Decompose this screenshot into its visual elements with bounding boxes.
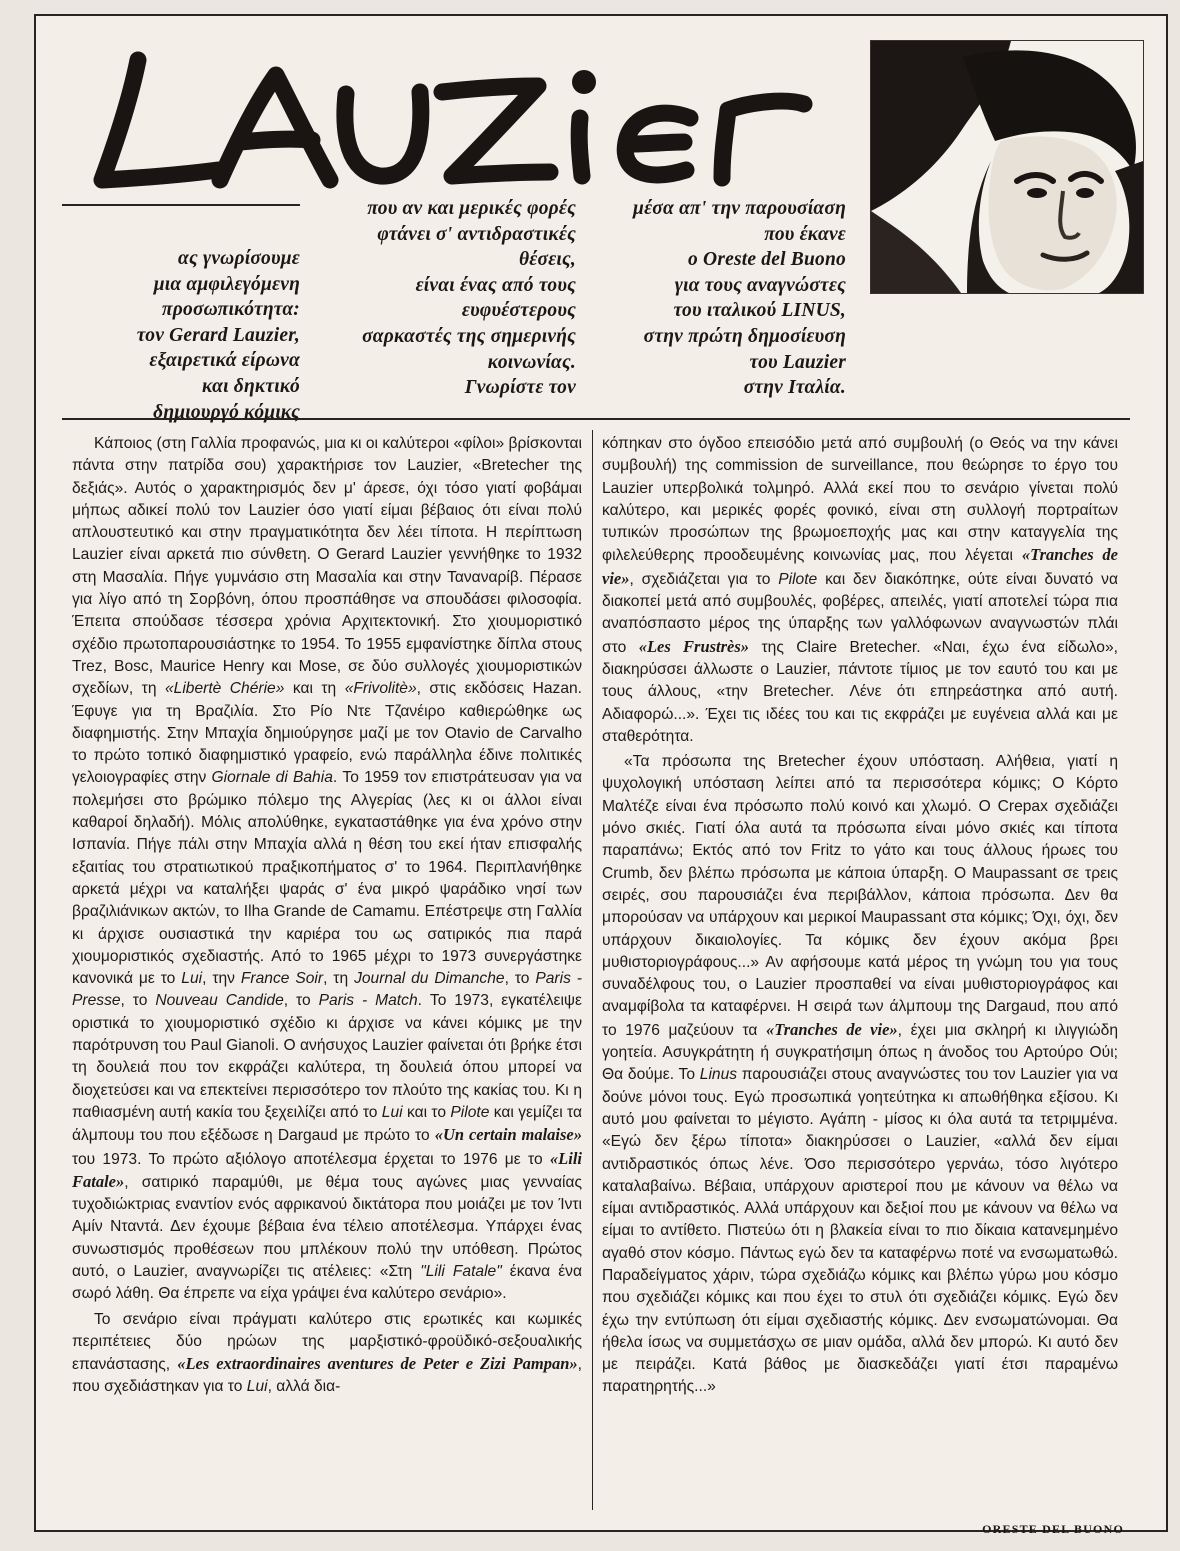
intro-line: ας γνωρίσουμε: [178, 248, 300, 269]
text-run: Το σενάριο είναι πράγματι καλύτερο στις ερωτικές και κωμικές περιπέτειες δύο ηρώων της μαρξιστικό-φροϋδικό-σεξουαλικής επανάστασης,: [72, 1310, 582, 1374]
text-run: Lui: [246, 1378, 268, 1396]
text-run: Lui: [381, 1103, 403, 1121]
text-run: , το: [120, 992, 156, 1010]
text-run: Linus: [699, 1066, 738, 1084]
intro-line: Γνωρίστε τον: [464, 377, 576, 399]
text-run: , έχει μια σκληρή κι ιλιγγιώδη γοητεία. Ασυγκράτητη ή συγκρατήσιμη όπως η άνοδος του Αρτούρο Ούι; Θα δούμε. Το: [602, 1021, 1118, 1084]
text-run: Giornale di Bahia: [211, 769, 333, 787]
intro-line: ο Oreste del Buono: [688, 249, 846, 271]
text-run: "Lili Fatale": [420, 1262, 502, 1280]
text-run: , που σχεδιάστηκαν για το: [72, 1356, 582, 1396]
article-column-right: [602, 433, 1118, 1399]
text-run: «Un certain malaise»: [434, 1125, 582, 1145]
intro-line: που έκανε: [764, 223, 846, 245]
intro-line: του Lauzier: [749, 351, 846, 373]
intro-line: στην πρώτη δημοσίευση: [643, 325, 846, 347]
text-run: France Soir: [240, 970, 324, 988]
intro-line: τον Gerard Lauzier,: [136, 324, 300, 346]
article-column-left: [72, 433, 582, 1399]
text-run: Lui: [181, 970, 203, 988]
text-run: , τη: [323, 970, 355, 988]
text-run: . Το 1973, εγκατέλειψε οριστικά το χιουμοριστικό σχέδιο κι άρχισε να κάνει κόμικς με την παρότρυνση του Paul Gianoli. Ο ανήσυχος Lauzier φαίνεται ότι βρήκε έτσι τη δουλειά που τον εκφράζει καλύτερα, τη δουλειά όπου μπορεί να διοχετεύσει και να επεκτείνει περισσότερο τον πλούτο της κακίας του. Κι η παθιασμένη αυτή κακία του ξεχειλίζει από το: [72, 992, 583, 1121]
text-run: «Les Frustrès»: [638, 636, 750, 656]
intro-column-1: [60, 246, 300, 425]
text-run: , το: [504, 970, 536, 988]
author-portrait-photo: [870, 40, 1144, 294]
text-run: «Τα πρόσωπα της Bretecher έχουν υπόσταση. Αλήθεια, γιατί η ψυχολογική υπόσταση λείπει από τα περισσότερα κόμικς; Ο Κόρτο Μαλτέζε είναι ένα πρόσωπο πολύ κοινό και χλωμό. Ο Crepax σχεδιάζει μόνο σκιές. Γιατί όλα αυτά τα πρόσωπα είναι μόνο σκιές και τίποτα παραπάνω; Εκτός από τον Fritz το γάτο και τους άλλους ήρωες του Crumb, δεν βλέπω πρόσωπα με κάποια ύπαρξη. Ο Maupassant σε τρεις σειρές, σου παρουσιάζει ένα περιβάλλον, κάποια πρόσωπα. Δεν θα μπορούσαν να υπάρχουν και μερικοί Maupassant στα κόμικς; Όχι, όχι, δεν υπάρχουν δικαιολογίες. Τα κόμικς δεν έχουν ακόμα βρει μυθιστοριογράφους...» Αν αφήσουμε κατά μέρος τη γνώμη του για τους συναδέλφους του, ο Lauzier προσπαθεί να είναι μυθιστοριογράφος και αναμφίβολα τα καταφέρνει. Η σειρά των άλμπουμ της Dargaud, που από το 1976 μαζεύουν τα: [602, 753, 1118, 1039]
text-run: έκανα ένα σωρό λάθη. Θα έπρεπε να είχα γράψει ένα καλύτερο σενάριο».: [72, 1262, 582, 1303]
text-run: Paris - Match: [318, 992, 418, 1010]
text-run: Paris - Presse: [72, 970, 582, 1010]
article-paragraph: [72, 1309, 582, 1399]
intro-line: που αν και μερικές φορές: [367, 198, 576, 219]
intro-line: μια αμφιλεγόμενη: [153, 273, 300, 295]
text-run: και τη: [284, 680, 345, 698]
intro-line: είναι ένας από τους: [415, 274, 576, 296]
text-run: Pilote: [778, 570, 818, 588]
intro-line: εξαιρετικά είρωνα: [149, 350, 300, 372]
intro-line: θέσεις,: [518, 249, 576, 271]
intro-rule: [62, 204, 300, 206]
text-run: και δεν διακόπηκε, ούτε είναι δυνατό να διακοπεί μετά από συμβουλές, φοβέρες, απειλές, γιατί αποτελεί τώρα πια αναπόσπαστο μέρος της ύπαρξης των γαλλόφωνων αναγνωστών πλάι στο: [602, 570, 1118, 656]
intro-line: μέσα απ' την παρουσίαση: [633, 198, 846, 219]
intro-line: για τους αναγνώστες: [674, 274, 846, 296]
article-paragraph: [602, 751, 1118, 1399]
text-run: παρουσιάζει στους αναγνώστες του τον Lauzier για να δούνε μόνοι τους. Εγώ προσωπικά γοητεύτηκα κι απωθήθηκα εξίσου. Κι αυτό μου φαίνεται το μέγιστο. Αγάπη - μίσος κι όλα αυτά τα τετριμμένα. «Εγώ δεν ξέρω τίποτα» διακηρύσσει ο Lauzier, «αλλά δεν είμαι αντιδραστικός όπως λένε. Όσο περισσότερο γερνάω, τόσο λιγότερο καταλαβαίνω. Βέβαια, υπάρχουν αριστεροί που με κάνουν να θέλω να είμαι αντιδραστικός. Αλλά υπάρχουν και δεξιοί που με κάνουν να θέλω να είμαι το αντίθετο. Πιστεύω ότι η βλακεία είναι το πιο δίκαια κατανεμημένο αγαθό στον κόσμο. Πάντως εγώ δεν τα καταφέρνω ποτέ να ενσωματωθώ. Παραδείγματος χάριν, τώρα σχεδιάζω κόμικς και βλέπω γύρω μου κόσμο που σχεδιάζει κόμικς και που έχει το στυλ ότι σχεδιάζει κόμικς. Εγώ δεν έχω την εντύπωση ότι είμαι σχεδιαστής κόμικς. Δεν ενσωματώνομαι. Θα ήθελα ίσως να συμμετάσχω σε μιαν ομάδα, αλλά δεν μπορώ. Κι αυτό δεν με πειράζει. Κατά βάθος με διασκεδάζει γιατί έτσι παραμένω παρατηρητής...»: [602, 1066, 1118, 1396]
text-run: της Claire Bretecher. «Ναι, έχω ένα είδωλο», διακηρύσσει άλλωστε ο Lauzier, πάντοτε τίμιος με τον εαυτό του και με τους άλλους, «την Bretecher. Λένε ότι επηρεάστηκα από αυτή. Αδιαφορώ...». Έχει τις ιδέες του και τις εκφράζει με ευγένεια αλλά και με σταθερότητα.: [602, 638, 1118, 745]
text-run: , την: [202, 970, 241, 988]
text-run: κόπηκαν στο όγδοο επεισόδιο μετά από συμβουλή (ο Θεός να την κάνει συμβουλή) της commission de surveillance, που θεώρησε το έργο του Lauzier υπερβολικά τολμηρό. Αλλά εκεί που το σενάριο γίνεται πολύ καλύτερο, και μερικές φορές φονικό, είναι στη συλλογή πορτραίτων τυπικών προσώπων της βρωμοεποχής μας και στην καταγγελία της φιλελεύθερης προοδευμένης κοινωνίας μας, που λέγεται: [602, 435, 1118, 565]
text-run: Pilote: [450, 1103, 490, 1121]
intro-line: κοινωνίας.: [487, 351, 576, 373]
intro-column-2: [326, 196, 576, 401]
text-run: Journal du Dimanche: [354, 970, 505, 988]
text-run: , σατιρικό παραμύθι, με θέμα τους αγώνες μιας γενναίας τυχοδιώκτριας εναντίον ενός αφρικανού δικτάτορα που μοιάζει με τον Ίντι Αμίν Νταντά. Δεν έχουμε βέβαια ένα τέλειο αποτέλεσμα. Υπάρχει ένας συνωστισμός προθέσεων που μπλέκουν πολύ την υπόθεση. Πρώτος αυτό, ο Lauzier, αναγνωρίζει τις ατέλειες: «Στη: [72, 1173, 582, 1280]
text-run: και το: [402, 1103, 451, 1121]
intro-line: δημιουργό κόμικς: [153, 401, 300, 423]
article-paragraph: [602, 433, 1118, 748]
text-run: του 1973. Το πρώτο αξιόλογο αποτέλεσμα έρχεται το 1976 με το: [72, 1150, 550, 1168]
text-run: , το: [283, 992, 319, 1010]
text-run: . Το 1959 τον επιστράτευσαν για να πολεμήσει στο βρώμικο πόλεμο της Αλγερίας (λες κι οι άλλοι είναι καθαροί δηλαδή). Μόλις απολύθηκε, εγκαταστάθηκε για ένα χρόνο στην Ισπανία. Πήγε πάλι στην Μπαχία αλλά η θέση του εκεί ήταν επισφαλής εξαιτίας του στρατιωτικού πραξικοπήματος σ' το 1964. Περιπλανήθηκε αρκετά μέχρι να καταλήξει ψαράς σ' ένα μικρό ψαράδικο νησί των βραζιλιάνικων ακτών, το Ilha Grande de Camamu. Επέστρεψε στη Γαλλία κι άρχισε ουσιαστικά την καριέρα του ως σατιρικός πια παρά χιουμοριστικός σχεδιαστής. Από το 1965 μέχρι το 1973 συνεργάστηκε κανονικά με το: [72, 769, 582, 988]
text-run: «Lili Fatale»: [72, 1148, 582, 1191]
lauzier-title-lettering: [80, 30, 840, 210]
intro-line: του ιταλικού LINUS,: [673, 300, 846, 322]
intro-line: προσωπικότητα:: [161, 299, 300, 321]
text-run: , σχεδιάζεται για το: [629, 570, 779, 588]
text-run: , αλλά δια-: [267, 1378, 341, 1396]
intro-line: στην Ιταλία.: [743, 377, 846, 399]
text-run: «Libertè Chérie»: [164, 680, 285, 698]
text-run: «Tranches de vie»: [766, 1019, 898, 1039]
author-credit: ORESTE DEL BUONO: [982, 1522, 1124, 1536]
text-run: Nouveau Candide: [155, 992, 284, 1010]
intro-line: σαρκαστές της σημερινής: [362, 325, 576, 347]
text-run: , στις εκδόσεις Hazan. Έφυγε για τη Βραζιλία. Στο Ρίο Ντε Τζανέιρο καθιερώθηκε ως διαφημιστής. Στην Μπαχία δημιούργησε μαζί με τον Otavio de Carvalho το πρώτο τοπικό διαφημιστικό γραφείο, ενώ παράλληλα έδινε πολιτικές γελοιογραφίες στην: [72, 680, 582, 787]
column-divider: [592, 430, 593, 1510]
text-run: Κάποιος (στη Γαλλία προφανώς, μια κι οι καλύτεροι «φίλοι» βρίσκονται πάντα στην πατρίδα σου) χαρακτήρισε τον Lauzier, «Bretecher της δεξιάς». Αυτός ο χαρακτηρισμός δεν μ' άρεσε, όχι τόσο γιατί φοβάμαι μήπως αδικεί πολύ τον Lauzier όσο γιατί είμαι βέβαιος ότι είναι πολύ απλουστευτικό και στην πραγματικότητα δεν λέει τίποτα. Η περίπτωση Lauzier είναι αρκετά πιο σύνθετη. Ο Gerard Lauzier γεννήθηκε το 1932 στη Μασαλία. Πήγε γυμνάσιο στη Μασαλία και στην Ταναναρίβ. Πέρασε για λίγο από τη Σορβόνη, όπου προσπάθησε να σπουδάσει φιλοσοφία. Έπειτα σπούδασε τέσσερα χρόνια Αρχιτεκτονική. Στο χιουμοριστικό σχέδιο πρωτοπαρουσιάστηκε το 1954. Το 1955 εμφανίστηκε δίπλα στους Trez, Bosc, Maurice Henry και Mose, σε δύο συλλογές χιουμοριστικών σχεδίων, τη: [72, 435, 582, 698]
text-run: και γεμίζει τα άλμπουμ του που εξέδωσε η Dargaud με πρώτο το: [72, 1103, 583, 1145]
section-rule: [62, 418, 1130, 420]
text-run: «Tranches de vie»: [602, 545, 1118, 588]
intro-column-3: [596, 196, 846, 401]
text-run: «Les extraordinaires aventures de Peter e Zizi Pampan»: [177, 1354, 578, 1374]
intro-line: και δηκτικό: [201, 375, 300, 397]
intro-line: ευφυέστερους: [461, 300, 576, 322]
text-run: «Frivolitè»: [344, 680, 417, 698]
article-paragraph: [72, 433, 582, 1306]
intro-line: φτάνει σ' αντιδραστικές: [377, 223, 576, 245]
